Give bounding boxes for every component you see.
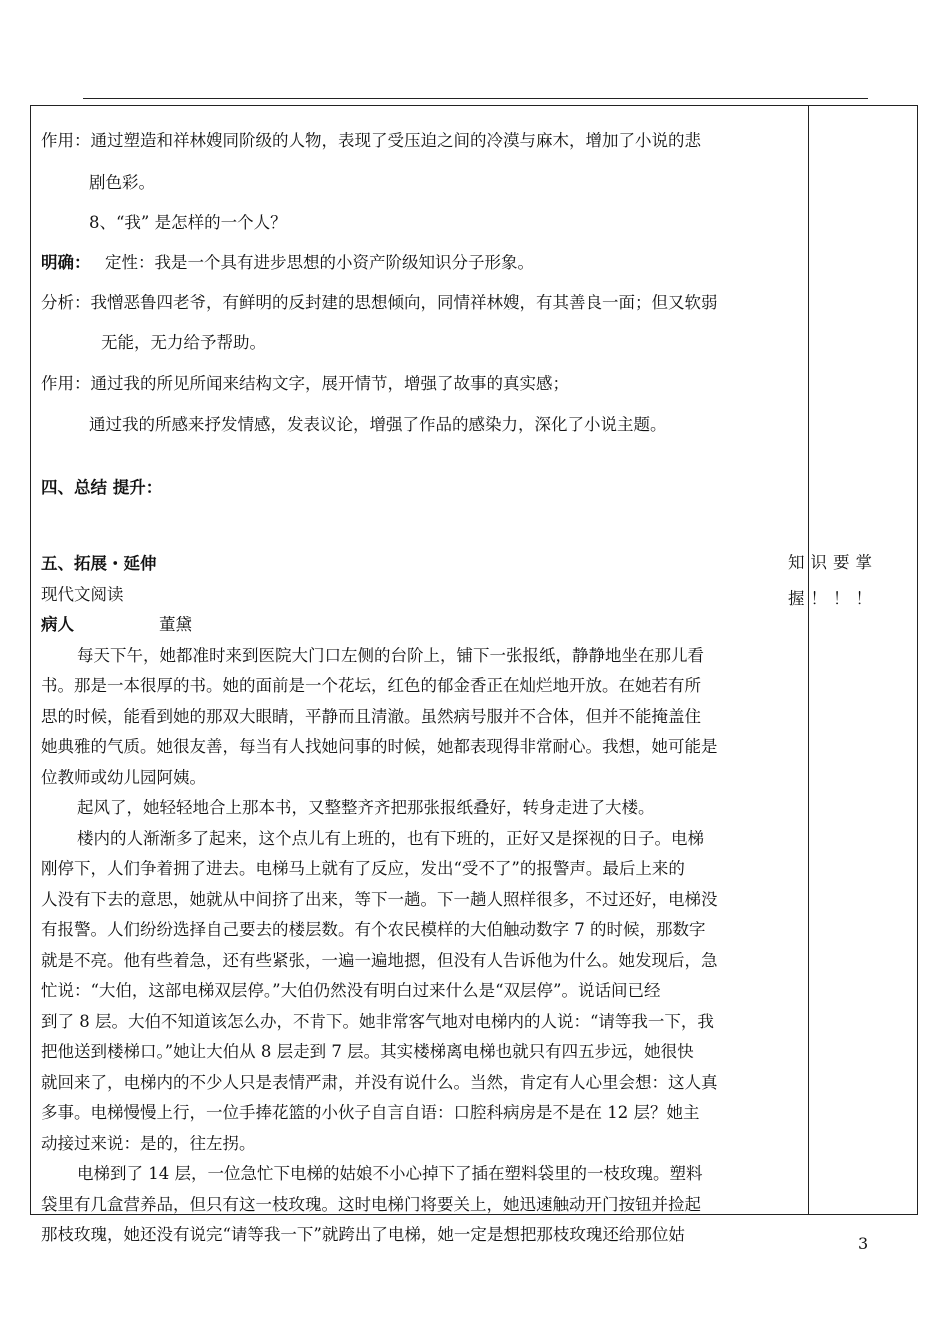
- section-heading: 五、拓展・延伸: [41, 554, 157, 573]
- paragraph-line: 那枝玫瑰，她还没有说完“请等我一下”就跨出了电梯，她一定是想把那枝玫瑰还给那位姑: [41, 1225, 685, 1244]
- text-line: 分析：我憎恶鲁四老爷，有鲜明的反封建的思想倾向，同情祥林嫂，有其善良一面；但又软弱: [41, 293, 718, 312]
- paragraph-line: 多事。电梯慢慢上行，一位手捧花篮的小伙子自言自语：口腔科病房是不是在 12 层？她主: [41, 1103, 700, 1122]
- paragraph-line: 她典雅的气质。她很友善，每当有人找她问事的时候，她都表现得非常耐心。我想，她可能是: [41, 737, 718, 756]
- paragraph-line: 书。那是一本很厚的书。她的面前是一个花坛，红色的郁金香正在灿烂地开放。在她若有所: [41, 676, 701, 695]
- paragraph-line: 动接过来说：是的，往左拐。: [41, 1134, 256, 1153]
- paragraph-line: 起风了，她轻轻地合上那本书，又整整齐齐把那张报纸叠好，转身走进了大楼。: [77, 798, 655, 817]
- story-title: 病人: [41, 615, 74, 634]
- text-line: 剧色彩。: [89, 173, 155, 192]
- main-content-cell: [41, 106, 803, 1244]
- paragraph-line: 就是不亮。他有些着急，还有些紧张，一遍一遍地摁，但没有人告诉他为什么。她发现后，急: [41, 951, 718, 970]
- column-divider: [808, 106, 809, 1214]
- paragraph-line: 袋里有几盒营养品，但只有这一枝玫瑰。这时电梯门将要关上，她迅速触动开门按钮并捡起: [41, 1195, 701, 1214]
- paragraph-line: 电梯到了 14 层，一位急忙下电梯的姑娘不小心掉下了插在塑料袋里的一枝玫瑰。塑料: [77, 1164, 703, 1183]
- text-line: 作用：通过塑造和祥林嫂同阶级的人物，表现了受压迫之间的冷漠与麻木，增加了小说的悲: [41, 131, 701, 150]
- side-note-line: 知识要掌: [788, 553, 878, 572]
- section-heading: 四、总结 提升：: [41, 478, 163, 497]
- side-note-cell: [788, 545, 878, 617]
- answer-label: 明确：: [41, 253, 91, 272]
- document-table: [30, 105, 918, 1244]
- paragraph-line: 思的时候，能看到她的那双大眼睛，平静而且清澈。虽然病号服并不合体，但并不能掩盖住: [41, 707, 701, 726]
- text-line: 定性：我是一个具有进步思想的小资产阶级知识分子形象。: [105, 253, 534, 272]
- subsection-label: 现代文阅读: [41, 585, 124, 604]
- page-number: 3: [858, 1234, 869, 1253]
- paragraph-line: 每天下午，她都准时来到医院大门口左侧的台阶上，铺下一张报纸，静静地坐在那儿看: [77, 646, 704, 665]
- paragraph-line: 楼内的人渐渐多了起来，这个点儿有上班的，也有下班的，正好又是探视的日子。电梯: [77, 829, 704, 848]
- paragraph-line: 位教师或幼儿园阿姨。: [41, 768, 206, 787]
- text-line: 作用：通过我的所见所闻来结构文字，展开情节，增强了故事的真实感；: [41, 374, 569, 393]
- paragraph-line: 刚停下，人们争着拥了进去。电梯马上就有了反应，发出“受不了”的报警声。最后上来的: [41, 859, 685, 878]
- question-line: 8、“我” 是怎样的一个人？: [89, 213, 287, 232]
- paragraph-line: 忙说：“大伯，这部电梯双层停。”大伯仍然没有明白过来什么是“双层停”。说话间已经: [41, 981, 661, 1000]
- paragraph-line: 有报警。人们纷纷选择自己要去的楼层数。有个农民模样的大伯触动数字 7 的时候，那数字: [41, 920, 706, 939]
- header-rule: [83, 98, 868, 99]
- paragraph-line: 到了 8 层。大伯不知道该怎么办，不肯下。她非常客气地对电梯内的人说：“请等我一下，我: [41, 1012, 714, 1031]
- story-author: 董黛: [159, 615, 192, 634]
- paragraph-line: 把他送到楼梯口。”她让大伯从 8 层走到 7 层。其实楼梯离电梯也就只有四五步远，她很快: [41, 1042, 694, 1061]
- text-line: 通过我的所感来抒发情感，发表议论，增强了作品的感染力，深化了小说主题。: [89, 415, 667, 434]
- paragraph-line: 就回来了，电梯内的不少人只是表情严肃，并没有说什么。当然，肯定有人心里会想：这人真: [41, 1073, 718, 1092]
- paragraph-line: 人没有下去的意思，她就从中间挤了出来，等下一趟。下一趟人照样很多，不过还好，电梯没: [41, 890, 718, 909]
- side-note-line: 握！！！: [788, 589, 878, 608]
- text-line: 无能，无力给予帮助。: [101, 333, 266, 352]
